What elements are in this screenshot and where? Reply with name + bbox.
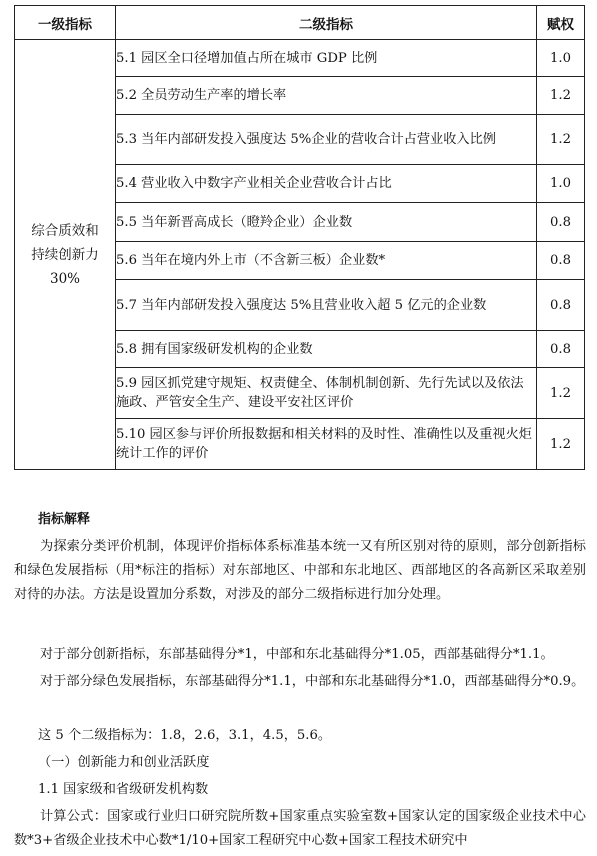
indicator-weight: 1.2: [537, 77, 585, 115]
category-cell: [15, 40, 116, 470]
table-header-row: [15, 6, 585, 40]
indicator-text: 5.10 园区参与评价所报数据和相关材料的及时性、准确性以及重视火炬统计工作的评价: [116, 419, 537, 470]
indicator-weight: 1.0: [537, 165, 585, 203]
header-level2: 二级指标: [116, 6, 537, 40]
indicator-weight: 0.8: [537, 280, 585, 331]
indicator-weight: 1.2: [537, 368, 585, 419]
indicator-text: 5.3 当年内部研发投入强度达 5%企业的营收合计占营业收入比例: [116, 115, 537, 165]
indicator-weight: 0.8: [537, 242, 585, 280]
indicator-text: 5.8 拥有国家级研发机构的企业数: [116, 331, 537, 368]
header-level1: 一级指标: [15, 6, 116, 40]
indicator-table: [14, 5, 585, 470]
item-title: 1.1 国家级和省级研发机构数: [38, 782, 209, 797]
indicator-text: 5.1 园区全口径增加值占所在城市 GDP 比例: [116, 40, 537, 77]
indicator-text: 5.7 当年内部研发投入强度达 5%且营业收入超 5 亿元的企业数: [116, 280, 537, 331]
indicator-text: 5.6 当年在境内外上市（不含新三板）企业数*: [116, 242, 537, 280]
subsection-title: （一）创新能力和创业活跃度: [38, 755, 210, 770]
indicator-weight: 0.8: [537, 331, 585, 368]
paragraph-green-coefficient: 对于部分绿色发展指标，东部基础得分*1.1，中部和东北基础得分*1.0，西部基础得分*0.9。: [40, 674, 585, 689]
paragraph-formula: 计算公式：国家或行业归口研究院所数+国家重点实验室数+国家认定的国家级企业技术中心数*3+省级企业技术中心数*1/10+国家工程研究中心数+国家工程技术研究中: [14, 809, 586, 848]
paragraph-innovation-coefficient: 对于部分创新指标，东部基础得分*1，中部和东北基础得分*1.05，西部基础得分*1.1。: [40, 647, 554, 662]
indicator-text: 5.5 当年新晋高成长（瞪羚企业）企业数: [116, 203, 537, 242]
header-weight: 赋权: [537, 6, 585, 40]
section-heading: 指标解释: [38, 512, 91, 527]
category-line: 综合质效和: [31, 222, 99, 239]
indicator-weight: 0.8: [537, 203, 585, 242]
paragraph-explanation: 为探索分类评价机制，体现评价指标体系标准基本统一又有所区别对待的原则，部分创新指标和绿色发展指标（用*标注的指标）对东部地区、中部和东北地区、西部地区的各高新区采取差别对待的办法。方法是设置加分系数，对涉及的部分二级指标进行加分处理。: [14, 539, 586, 602]
indicator-text: 5.9 园区抓党建守规矩、权责健全、体制机制创新、先行先试以及依法施政、严管安全生产、建设平安社区评价: [116, 368, 537, 419]
indicator-weight: 1.2: [537, 115, 585, 165]
indicator-weight: 1.2: [537, 419, 585, 470]
category-line: 持续创新力: [31, 246, 99, 263]
indicator-text: 5.4 营业收入中数字产业相关企业营收合计占比: [116, 165, 537, 203]
table-row: [15, 40, 585, 77]
indicator-weight: 1.0: [537, 40, 585, 77]
indicator-text: 5.2 全员劳动生产率的增长率: [116, 77, 537, 115]
category-weight: 30%: [49, 270, 80, 287]
paragraph-indicator-list: 这 5 个二级指标为：1.8，2.6，3.1，4.5，5.6。: [38, 728, 332, 743]
